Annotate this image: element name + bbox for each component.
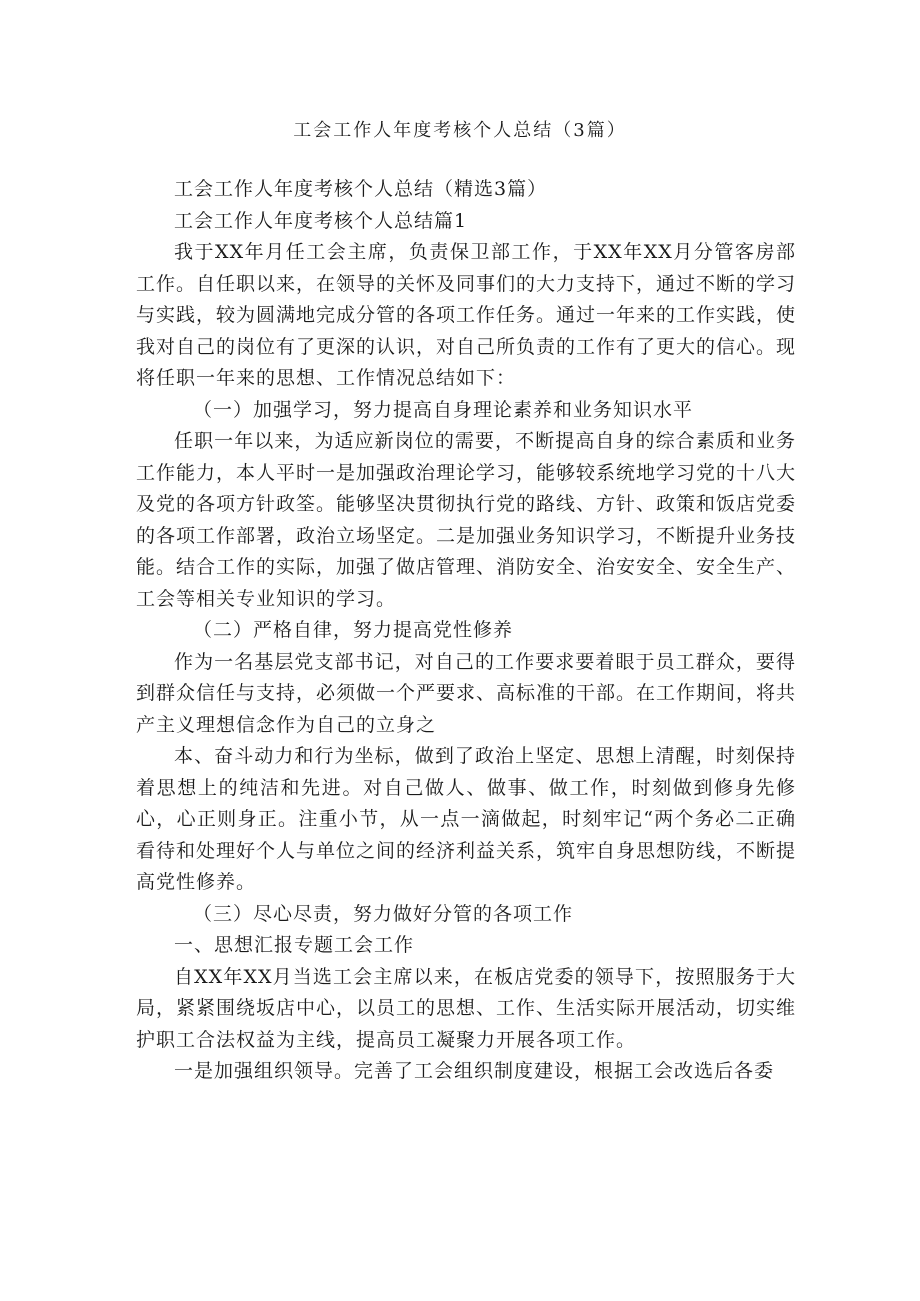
paragraph: 任职一年以来，为适应新岗位的需要，不断提高自身的综合素质和业务工作能力，本人平时一是加强政治理论学习，能够较系统地学习党的十八大及党的各项方针政筌。能够坚决贯彻执行党的路线、方针、政策和饭店党委的各项工作部署，政治立场坚定。二是加强业务知识学习，不断提升业务技能。结合工作的实际，加强了做店管理、消防安全、治安安全、安全生产、工会等相关专业知识的学习。 — [136, 430, 797, 610]
paragraph: 一是加强组织领导。完善了工会组织制度建设，根据工会改选后各委 — [174, 1060, 775, 1082]
document-title: 工会工作人年度考核个人总结（3篇） — [293, 120, 627, 141]
section-heading: （二）严格自律，努力提高党性修养 — [193, 619, 514, 641]
paragraph: 作为一名基层党支部书记，对自己的工作要求要着眼于员工群众，要得到群众信任与支持，必须做一个严要求、高标准的干部。在工作期间，将共产主义理想信念作为自己的立身之 — [136, 650, 797, 736]
paragraph: 自XX年XX月当选工会主席以来，在板店党委的领导下，按照服务于大局，紧紧围绕坂店中心，以员工的思想、工作、生活实际开展活动，切实维护职工合法权益为主线，提高员工凝聚力开展各项工作。 — [136, 965, 797, 1051]
section-heading: （一）加强学习，努力提高自身理论素养和业务知识水平 — [193, 398, 694, 421]
section-heading: （三）尽心尽责，努力做好分管的各项工作 — [193, 902, 574, 925]
subtitle: 工会工作人年度考核个人总结（精选3篇） — [174, 178, 548, 200]
document-body — [136, 174, 796, 1088]
paragraph: 本、奋斗动力和行为坐标，做到了政治上坚定、思想上清醒，时刻保持着思想上的纯洁和先进。对自己做人、做事、做工作，时刻做到修身先修心，心正则身正。注重小节，从一点一滴做起，时刻牢记“两个务必二正确看待和处理好个人与单位之间的经济利益关系，筑牢自身思想防线，不断提高党性修养。 — [136, 745, 797, 893]
part-heading: 工会工作人年度考核个人总结篇1 — [174, 209, 468, 232]
subsection-heading: 一、思想汇报专题工会工作 — [174, 934, 415, 956]
paragraph: 我于XX年月任工会主席，负责保卫部工作，于XX年XX月分管客房部工作。自任职以来，在领导的关怀及同事们的大力支持下，通过不断的学习与实践，较为圆满地完成分管的各项工作任务。通过一年来的工作实践，使我对自己的岗位有了更深的认识，对自己所负责的工作有了更大的信心。现将任职一年来的思想、工作情况总结如下： — [136, 241, 797, 389]
